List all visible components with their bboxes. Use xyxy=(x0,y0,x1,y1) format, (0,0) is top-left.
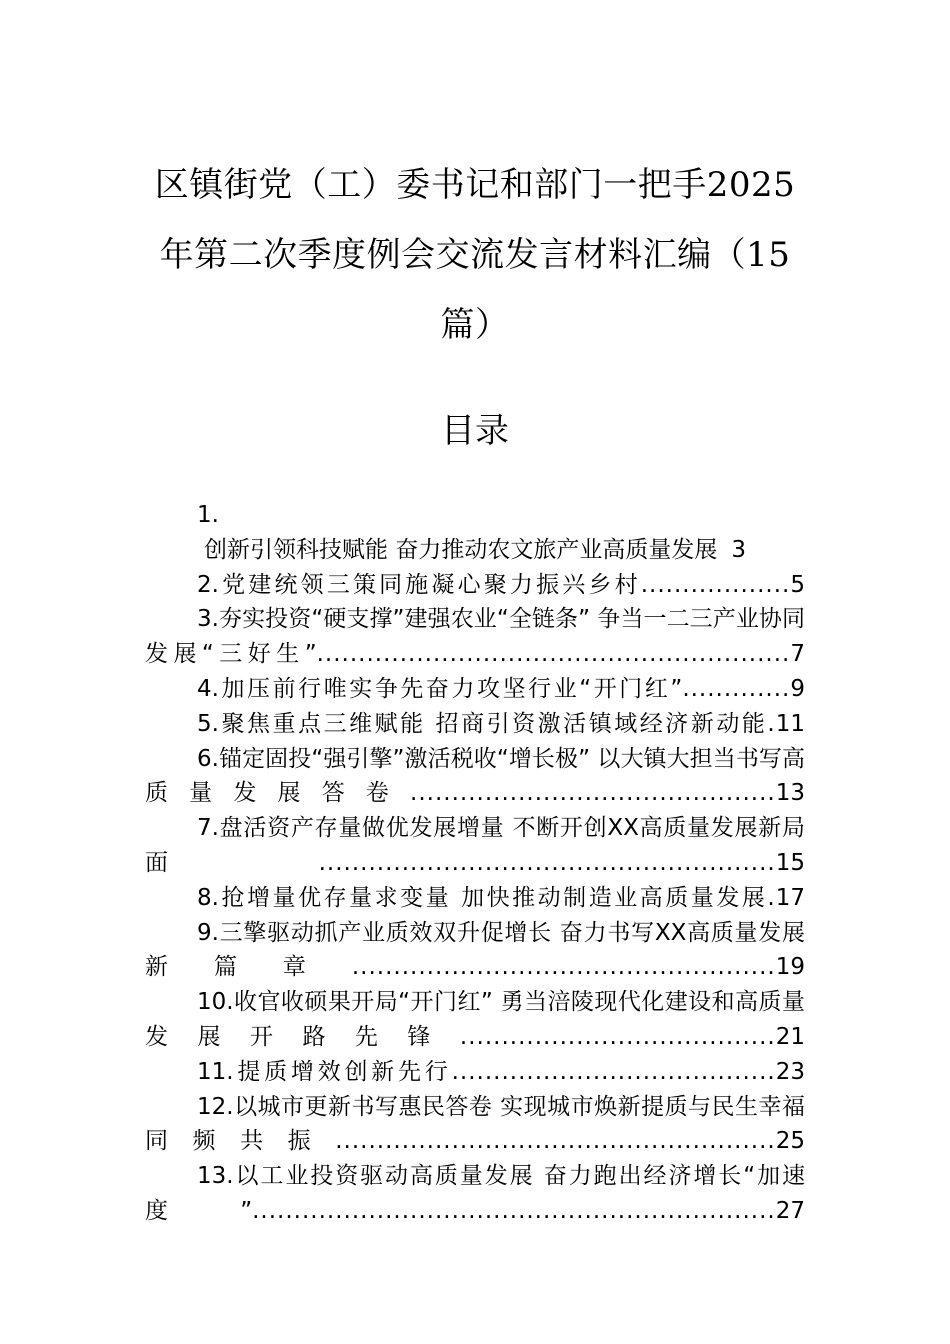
toc-entry-title: 收官收硕果开局“开门红” 勇当涪陵现代化建设和高质量发展开路先锋 xyxy=(145,989,805,1050)
toc-entry[interactable] xyxy=(145,1055,805,1090)
toc-entry-title: 抢增量优存量求变量 加快推动制造业高质量发展 xyxy=(218,884,768,911)
toc-leader-dots: ............................................................... xyxy=(252,1197,776,1224)
toc-entry-number: 12. xyxy=(197,1093,234,1120)
toc-entry-number: 6. xyxy=(197,745,219,772)
toc-entry[interactable] xyxy=(145,1090,805,1160)
toc-entry[interactable] xyxy=(145,881,805,916)
toc-leader-dots: ....................................... xyxy=(451,1058,776,1085)
toc-entry-page: 23 xyxy=(775,1058,805,1085)
toc-entry-number: 4. xyxy=(197,675,219,702)
toc-leader-dots: ................................................... xyxy=(351,954,776,981)
toc-entry[interactable] xyxy=(145,707,805,742)
toc-entry-title: 聚焦重点三维赋能 招商引资激活镇域经济新动能 xyxy=(218,710,768,737)
toc-entry-page: 9 xyxy=(790,675,805,702)
toc-leader-dots: ..................................................... xyxy=(335,1128,776,1155)
toc-entry-page: 11 xyxy=(775,710,805,737)
toc-entry[interactable] xyxy=(145,811,805,881)
toc-entry-title: 加压前行唯实争先奋力攻坚行业“开门红” xyxy=(218,675,683,702)
table-of-contents xyxy=(145,498,805,1229)
toc-heading: 目录 xyxy=(441,411,509,451)
toc-entry[interactable] xyxy=(145,568,805,603)
toc-entry[interactable] xyxy=(145,672,805,707)
toc-entry-number: 9. xyxy=(197,919,219,946)
toc-entry-number: 3. xyxy=(197,606,219,633)
toc-entry-title: 提质增效创新先行 xyxy=(233,1058,452,1085)
toc-entry-number: 8. xyxy=(197,884,219,911)
toc-entry[interactable] xyxy=(145,498,805,568)
toc-entry[interactable] xyxy=(145,1159,805,1229)
document-title xyxy=(145,150,805,360)
toc-entry-title: 盘活资产存量做优发展增量 不断开创XX高质量发展新局面 xyxy=(145,815,805,876)
title-line: 区镇街党（工）委书记和部门一把手2025 xyxy=(154,165,796,205)
toc-leader-dots: . xyxy=(767,884,776,911)
toc-entry-page: 17 xyxy=(775,884,805,911)
toc-leader-dots: ......................................................... xyxy=(316,641,791,668)
toc-leader-dots: ............. xyxy=(682,675,791,702)
toc-entry-number: 2. xyxy=(197,571,219,598)
toc-entry-page: 13 xyxy=(775,780,805,807)
toc-entry-number: 11. xyxy=(197,1058,234,1085)
toc-entry-number: 1. xyxy=(197,502,219,528)
toc-entry-page: 25 xyxy=(775,1128,805,1155)
toc-entry[interactable] xyxy=(145,742,805,812)
title-line: 年第二次季度例会交流发言材料汇编（15 xyxy=(159,235,791,275)
toc-entry-number: 5. xyxy=(197,710,219,737)
toc-entry-page: 7 xyxy=(790,641,805,668)
toc-leader-dots: ............................................ xyxy=(410,780,776,807)
toc-entry-number: 13. xyxy=(197,1163,234,1190)
toc-leader-dots: ...................................... xyxy=(459,1023,776,1050)
toc-leader-dots: .................. xyxy=(640,571,791,598)
toc-entry[interactable] xyxy=(145,985,805,1055)
toc-entry-page: 27 xyxy=(775,1197,805,1224)
toc-leader-dots: . xyxy=(767,710,776,737)
toc-entry-page: 15 xyxy=(775,849,805,876)
toc-entry-number: 10. xyxy=(197,989,234,1016)
toc-entry-title: 锚定固投“强引擎”激活税收“增长极” 以大镇大担当书写高质量发展答卷 xyxy=(145,745,805,807)
toc-entry[interactable] xyxy=(145,602,805,672)
toc-entry-title: 党建统领三策同施凝心聚力振兴乡村 xyxy=(218,571,641,598)
toc-entry-number: 7. xyxy=(197,815,219,842)
toc-entry-title: 以城市更新书写惠民答卷 实现城市焕新提质与民生幸福同频共振 xyxy=(145,1093,805,1155)
toc-entry-title: 三擎驱动抓产业质效双升促增长 奋力书写XX高质量发展新篇章 xyxy=(145,919,805,981)
toc-entry-page: 5 xyxy=(790,571,805,598)
toc-entry-title: 创新引领科技赋能 奋力推动农文旅产业高质量发展 xyxy=(204,536,718,563)
toc-entry-title: 以工业投资驱动高质量发展 奋力跑出经济增长“加速度” xyxy=(145,1163,805,1224)
toc-entry-page: 3 xyxy=(731,536,746,563)
toc-leader-dots: ....................................................... xyxy=(318,849,776,876)
toc-entry-title: 夯实投资“硬支撑”建强农业“全链条” 争当一二三产业协同发展“三好生” xyxy=(145,606,805,668)
toc-entry-page: 19 xyxy=(775,954,805,981)
title-line: 篇） xyxy=(440,305,510,345)
toc-entry[interactable] xyxy=(145,916,805,986)
toc-entry-page: 21 xyxy=(775,1023,805,1050)
